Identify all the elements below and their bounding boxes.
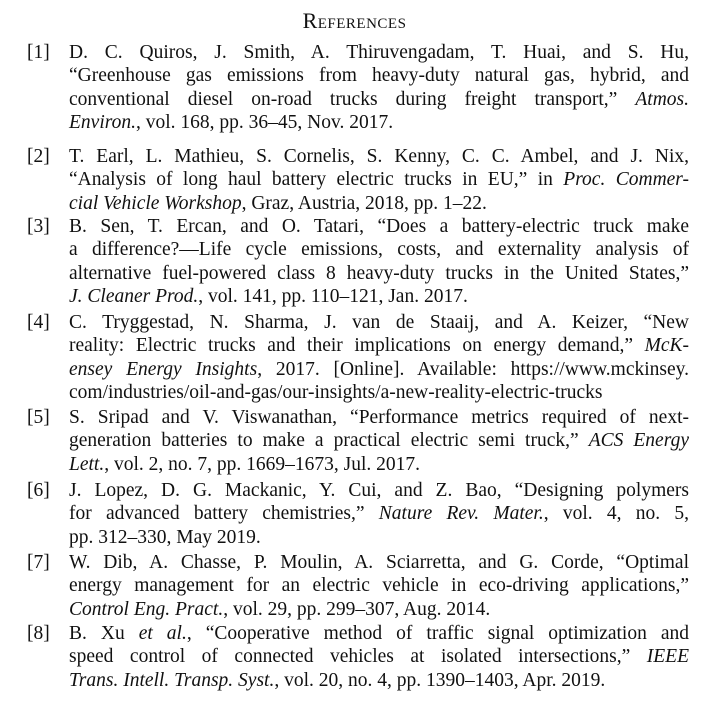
italic-segment: Atmos. [635, 88, 689, 110]
reference-line [69, 551, 689, 574]
italic-segment: McK- [644, 335, 689, 357]
text-segment: “Analysis of long haul battery electric trucks in EU,” in [69, 169, 564, 191]
text-segment: speed control of connected vehicles at isolated intersections,” [69, 646, 647, 668]
reference-text [69, 41, 689, 134]
text-segment: com/industries/oil-and-gas/our-insights/a-new-reality-electric-trucks [69, 381, 603, 403]
reference-line [69, 192, 689, 215]
text-segment: D. C. Quiros, J. Smith, A. Thiruvengadam, T. Huai, and S. Hu, [69, 42, 689, 63]
reference-text [69, 622, 689, 692]
italic-segment: Control Eng. Pract. [69, 598, 224, 620]
reference-line [69, 262, 689, 285]
references-heading: References [302, 8, 407, 33]
reference-line [69, 502, 689, 525]
text-segment: , vol. 20, no. 4, pp. 1390–1403, Apr. 2019. [274, 669, 606, 691]
text-segment: reality: Electric trucks and their implications on energy demand,” [69, 335, 645, 357]
text-segment: , vol. 29, pp. 299–307, Aug. 2014. [223, 598, 491, 620]
text-segment: B. Sen, T. Ercan, and O. Tatari, “Does a battery-electric truck make [69, 216, 689, 237]
italic-segment: Lett. [69, 453, 105, 475]
italic-segment: Environ. [69, 111, 136, 133]
reference-text [69, 311, 689, 404]
text-segment: , vol. 4, no. 5, [543, 503, 689, 525]
reference-line [69, 358, 689, 381]
reference-number: [8] [27, 623, 50, 644]
text-segment: , 2017. [Online]. Available: https://www.mckinsey. [257, 358, 689, 380]
italic-segment: Proc. Commer- [563, 169, 689, 191]
italic-segment: J. Cleaner Prod. [69, 285, 199, 307]
reference-text [69, 215, 689, 308]
italic-segment: Nature Rev. Mater. [378, 503, 544, 525]
text-segment: for advanced battery chemistries,” [69, 503, 379, 525]
text-segment: J. Lopez, D. G. Mackanic, Y. Cui, and Z. Bao, “Designing polymers [69, 480, 689, 501]
reference-line [69, 41, 689, 64]
reference-line [69, 574, 689, 597]
text-segment: , vol. 141, pp. 110–121, Jan. 2017. [198, 285, 468, 307]
text-segment: W. Dib, A. Chasse, P. Moulin, A. Sciarretta, and G. Corde, “Optimal [69, 552, 689, 573]
italic-segment: ACS Energy [588, 430, 689, 452]
text-segment: , vol. 2, no. 7, pp. 1669–1673, Jul. 2017. [104, 453, 421, 475]
text-segment: conventional diesel on-road trucks during freight transport,” [69, 88, 636, 110]
reference-number: [5] [27, 407, 50, 428]
reference-line [69, 111, 689, 134]
italic-segment: ensey Energy Insights [69, 358, 258, 380]
reference-line [69, 453, 689, 476]
text-segment: alternative fuel-powered class 8 heavy-duty trucks in the United States,” [69, 262, 689, 284]
reference-line [69, 622, 689, 645]
text-segment: energy management for an electric vehicle in eco-driving applications,” [69, 575, 689, 597]
reference-line [69, 669, 689, 692]
reference-line [69, 64, 689, 87]
reference-number: [2] [27, 146, 50, 167]
italic-segment: Trans. Intell. Transp. Syst. [69, 669, 275, 691]
reference-line [69, 145, 689, 168]
reference-line [69, 598, 689, 621]
reference-line [69, 526, 689, 549]
reference-number: [1] [27, 42, 50, 63]
reference-line [69, 479, 689, 502]
reference-text [69, 479, 689, 549]
reference-number: [4] [27, 312, 50, 333]
text-segment: B. Xu [69, 623, 139, 644]
reference-number: [7] [27, 552, 50, 573]
reference-line [69, 215, 689, 238]
text-segment: S. Sripad and V. Viswanathan, “Performance metrics required of next- [69, 407, 689, 428]
text-segment: pp. 312–330, May 2019. [69, 526, 261, 548]
reference-line [69, 406, 689, 429]
text-segment: , vol. 168, pp. 36–45, Nov. 2017. [135, 111, 394, 133]
reference-line [69, 238, 689, 261]
italic-segment: cial Vehicle Workshop [69, 192, 242, 214]
reference-text [69, 145, 689, 215]
text-segment: a difference?—Life cycle emissions, costs, and externality analysis of [69, 239, 689, 261]
text-segment: , Graz, Austria, 2018, pp. 1–22. [241, 192, 487, 214]
reference-line [69, 334, 689, 357]
reference-text [69, 406, 689, 476]
reference-line [69, 285, 689, 308]
reference-number: [6] [27, 480, 50, 501]
text-segment: T. Earl, L. Mathieu, S. Cornelis, S. Kenny, C. C. Ambel, and J. Nix, [69, 146, 689, 167]
reference-line [69, 311, 689, 334]
text-segment: C. Tryggestad, N. Sharma, J. van de Staaij, and A. Keizer, “New [69, 312, 689, 333]
reference-line [69, 88, 689, 111]
reference-line [69, 645, 689, 668]
reference-text [69, 551, 689, 621]
reference-number: [3] [27, 216, 50, 237]
italic-segment: IEEE [646, 646, 689, 668]
text-segment: generation batteries to make a practical electric semi truck,” [69, 430, 589, 452]
text-segment: , “Cooperative method of traffic signal optimization and [186, 623, 689, 644]
reference-line [69, 429, 689, 452]
reference-line [69, 168, 689, 191]
text-segment: “Greenhouse gas emissions from heavy-duty natural gas, hybrid, and [69, 65, 689, 87]
italic-segment: et al. [138, 623, 187, 644]
reference-line [69, 381, 689, 404]
